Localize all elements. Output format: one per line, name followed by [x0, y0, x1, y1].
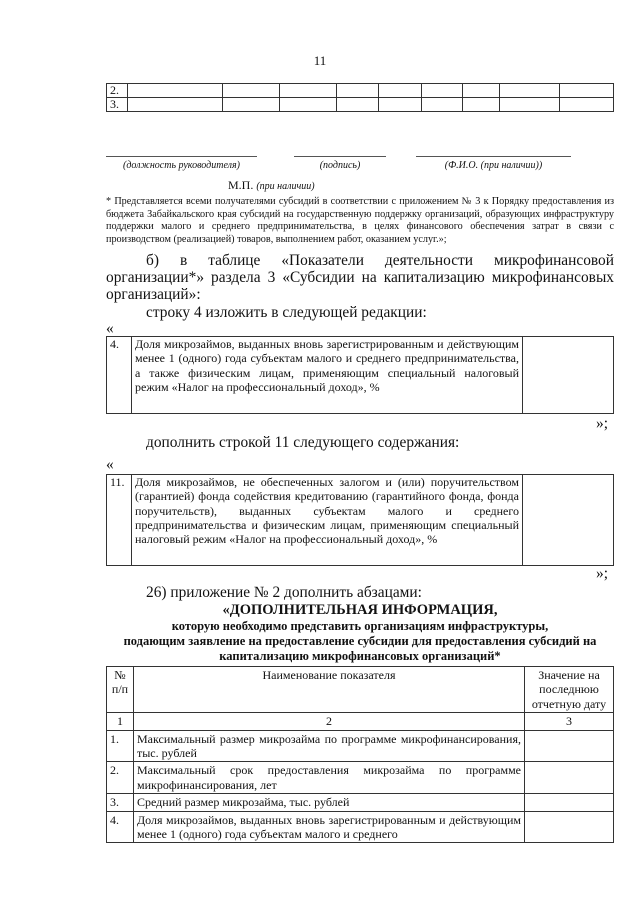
- open-quote: «: [106, 320, 114, 337]
- table-cell: [422, 84, 463, 98]
- footnote: * Представляется всеми получателями субсидий в соответствии с приложением № 3 к Порядку предоставления из бюджета Забайкальского края субсидий на государственную поддержку организаций, образующих инфраструктуру поддержки малого и среднего предпринимательства, в целях финансового обеспечения затрат в связи с производством (реализацией) товаров, выполнением работ, оказанием услуг.»;: [106, 196, 614, 245]
- table-row: [107, 475, 614, 566]
- table-cell: [422, 98, 463, 112]
- table-header-row: [107, 667, 614, 713]
- item-26: 26) приложение № 2 дополнить абзацами:: [146, 584, 422, 601]
- table-row: [107, 730, 614, 762]
- table-cell: [128, 84, 223, 98]
- row-number: 2.: [107, 84, 128, 98]
- col-number: 2: [134, 713, 525, 730]
- table-row: [107, 98, 614, 112]
- indicator-text: Доля микрозаймов, выданных вновь зарегистрированным и действующим менее 1 (одного) года субъектам малого и среднего предпринимательства, а также физическим лицам, применяющим специальный налоговый режим «Налог на профессиональный доход», %: [132, 337, 523, 414]
- table-cell: [223, 84, 280, 98]
- paragraph-b-line1: б) в таблице «Показатели деятельности микрофинансовой: [146, 252, 614, 269]
- table-row: [107, 794, 614, 811]
- row4-intro: строку 4 изложить в следующей редакции:: [146, 304, 427, 321]
- table-row: [107, 84, 614, 98]
- table-cell: [223, 98, 280, 112]
- column-numbers-row: [107, 713, 614, 730]
- table-cell: [463, 84, 500, 98]
- signature-line: [106, 156, 257, 157]
- signature-line: [294, 156, 386, 157]
- info-subtitle-2: подающим заявление на предоставление субсидии для предоставления субсидий на: [123, 634, 597, 648]
- info-subtitle-1: которую необходимо представить организациям инфраструктуры,: [171, 619, 549, 633]
- table-cell: [280, 84, 337, 98]
- table-cell: [379, 84, 422, 98]
- close-quote: »;: [596, 565, 608, 582]
- table-row: [107, 762, 614, 794]
- top-table: [106, 83, 614, 112]
- stamp-label: М.П.: [228, 178, 254, 192]
- value-cell: [525, 794, 614, 811]
- table-cell: [128, 98, 223, 112]
- table-row: [107, 337, 614, 414]
- value-cell: [525, 730, 614, 762]
- table-cell: [463, 98, 500, 112]
- signature-line: [416, 156, 571, 157]
- indicator-text: Максимальный срок предоставления микрозайма по программе микрофинансирования, лет: [134, 762, 525, 794]
- row-number: 3.: [107, 98, 128, 112]
- stamp-note: (при наличии): [256, 181, 315, 192]
- value-cell: [525, 811, 614, 843]
- page-number: 11: [313, 53, 327, 68]
- header-value: Значение на последнюю отчетную дату: [525, 667, 614, 713]
- signature-caption: (подпись): [319, 160, 361, 171]
- row-number: 11.: [107, 475, 132, 566]
- table-cell: [560, 98, 614, 112]
- stamp-place: [228, 178, 315, 193]
- fio-caption: (Ф.И.О. (при наличии)): [444, 160, 543, 171]
- row-number: 4.: [107, 337, 132, 414]
- row-number: 4.: [107, 811, 134, 843]
- indicator-text: Доля микрозаймов, не обеспеченных залогом и (или) поручительством (гарантией) фонда содействия кредитованию (гарантийного фонда, фонда поручительств), выданных субъектам малого и среднего предпринимательства и физическим лицам, применяющим специальный налоговый режим «Налог на профессиональный доход», %: [132, 475, 523, 566]
- header-name: Наименование показателя: [134, 667, 525, 713]
- indicator-text: Максимальный размер микрозайма по программе микрофинансирования, тыс. рублей: [134, 730, 525, 762]
- row-number: 2.: [107, 762, 134, 794]
- info-title: «ДОПОЛНИТЕЛЬНАЯ ИНФОРМАЦИЯ,: [222, 602, 498, 618]
- table-cell: [560, 84, 614, 98]
- row-number: 1.: [107, 730, 134, 762]
- table-cell: [500, 84, 560, 98]
- col-number: 3: [525, 713, 614, 730]
- paragraph-b-line2: организации*» раздела 3 «Субсидии на капитализацию микрофинансовых: [106, 269, 614, 286]
- indicator-text: Средний размер микрозайма, тыс. рублей: [134, 794, 525, 811]
- value-cell: [523, 337, 614, 414]
- table-cell: [280, 98, 337, 112]
- position-caption: (должность руководителя): [123, 160, 240, 171]
- value-cell: [523, 475, 614, 566]
- table-cell: [500, 98, 560, 112]
- table-cell: [337, 98, 379, 112]
- paragraph-b-line3: организаций»:: [106, 286, 201, 303]
- table-cell: [379, 98, 422, 112]
- open-quote: «: [106, 456, 114, 473]
- close-quote: »;: [596, 415, 608, 432]
- table-cell: [337, 84, 379, 98]
- row11-intro: дополнить строкой 11 следующего содержания:: [146, 434, 460, 451]
- row11-table: [106, 474, 614, 566]
- table-row: [107, 811, 614, 843]
- row-number: 3.: [107, 794, 134, 811]
- value-cell: [525, 762, 614, 794]
- header-num: № п/п: [107, 667, 134, 713]
- info-subtitle-3: капитализацию микрофинансовых организаций*: [219, 649, 501, 663]
- col-number: 1: [107, 713, 134, 730]
- info-table: [106, 666, 614, 843]
- indicator-text: Доля микрозаймов, выданных вновь зарегистрированным и действующим менее 1 (одного) года субъектам малого и среднего: [134, 811, 525, 843]
- row4-table: [106, 336, 614, 414]
